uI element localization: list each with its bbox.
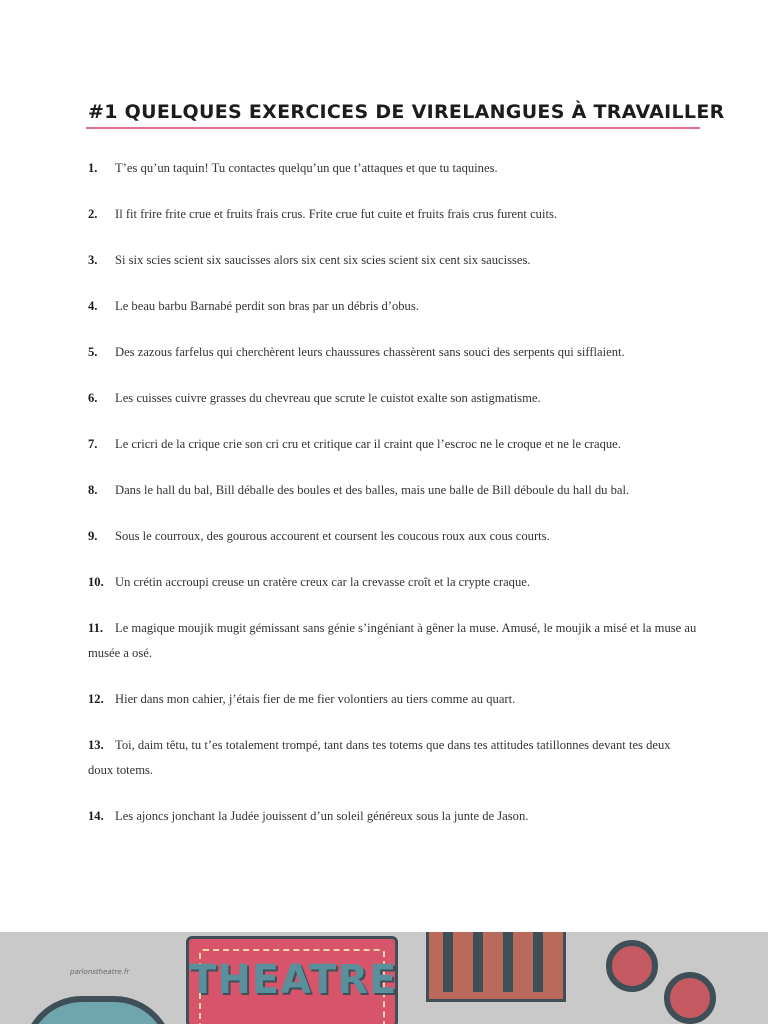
item-number: 1. xyxy=(88,161,98,175)
item-text: Si six scies scient six saucisses alors six cent six scies scient six cent six saucisses. xyxy=(115,253,531,267)
item-text: Le magique moujik mugit gémissant sans génie s’ingéniant à gêner la muse. Amusé, le moujik a misé et la muse au musée a osé. xyxy=(88,621,697,660)
curtain-fold xyxy=(503,932,513,992)
list-item xyxy=(88,616,698,666)
tongue-twister-list xyxy=(88,156,698,850)
item-number: 4. xyxy=(88,299,98,313)
item-text: Les cuisses cuivre grasses du chevreau que scrute le cuistot exalte son astigmatisme. xyxy=(115,391,541,405)
item-number: 5. xyxy=(88,345,98,359)
item-number: 10. xyxy=(88,575,104,589)
page-title: #1 QUELQUES EXERCICES DE VIRELANGUES À TRAVAILLER xyxy=(88,100,725,123)
item-number: 11. xyxy=(88,621,104,635)
opera-glasses-icon xyxy=(606,940,658,992)
site-credit: parlonstheatre.fr xyxy=(70,968,130,976)
item-number: 13. xyxy=(88,738,104,752)
item-number: 3. xyxy=(88,253,98,267)
item-number: 14. xyxy=(88,809,104,823)
list-item xyxy=(88,340,698,365)
list-item xyxy=(88,248,698,273)
curtain-fold xyxy=(443,932,453,992)
item-number: 9. xyxy=(88,529,98,543)
list-item xyxy=(88,294,698,319)
item-number: 12. xyxy=(88,692,104,706)
item-text: T’es qu’un taquin! Tu contactes quelqu’un que t’attaques et que tu taquines. xyxy=(115,161,498,175)
item-text: Hier dans mon cahier, j’étais fier de me fier volontiers au tiers comme au quart. xyxy=(115,692,516,706)
theatre-sign xyxy=(186,936,398,1024)
list-item xyxy=(88,524,698,549)
item-number: 7. xyxy=(88,437,98,451)
stage-curtain-icon xyxy=(426,932,566,1002)
list-item xyxy=(88,733,698,783)
curtain-fold xyxy=(533,932,543,992)
sign-text: THEATRE xyxy=(189,957,398,1003)
list-item xyxy=(88,386,698,411)
item-number: 6. xyxy=(88,391,98,405)
item-text: Il fit frire frite crue et fruits frais crus. Frite crue fut cuite et fruits frais crus furent cuits. xyxy=(115,207,558,221)
opera-glasses-lens-icon xyxy=(664,972,716,1024)
item-number: 2. xyxy=(88,207,98,221)
list-item xyxy=(88,687,698,712)
decorative-footer xyxy=(0,932,768,1024)
item-text: Toi, daim têtu, tu t’es totalement trompé, tant dans tes totems que dans tes attitudes tatillonnes devant tes deux doux totems. xyxy=(88,738,671,777)
list-item xyxy=(88,432,698,457)
list-item xyxy=(88,156,698,181)
item-text: Le beau barbu Barnabé perdit son bras par un débris d’obus. xyxy=(115,299,419,313)
curtain-fold xyxy=(473,932,483,992)
item-text: Dans le hall du bal, Bill déballe des boules et des balles, mais une balle de Bill déboule du hall du bal. xyxy=(115,483,630,497)
item-text: Un crétin accroupi creuse un cratère creux car la crevasse croît et la crypte craque. xyxy=(115,575,530,589)
list-item xyxy=(88,804,698,829)
title-divider xyxy=(86,127,700,129)
item-text: Les ajoncs jonchant la Judée jouissent d’un soleil généreux sous la junte de Jason. xyxy=(115,809,529,823)
list-item xyxy=(88,478,698,503)
item-text: Des zazous farfelus qui cherchèrent leurs chaussures chassèrent sans souci des serpents qui sifflaient. xyxy=(115,345,625,359)
item-text: Sous le courroux, des gourous accourent et coursent les coucous roux aux cous courts. xyxy=(115,529,550,543)
list-item xyxy=(88,202,698,227)
item-text: Le cricri de la crique crie son cri cru et critique car il craint que l’escroc ne le croque et ne le craque. xyxy=(115,437,621,451)
theatre-mask-icon xyxy=(22,996,174,1024)
item-number: 8. xyxy=(88,483,98,497)
list-item xyxy=(88,570,698,595)
